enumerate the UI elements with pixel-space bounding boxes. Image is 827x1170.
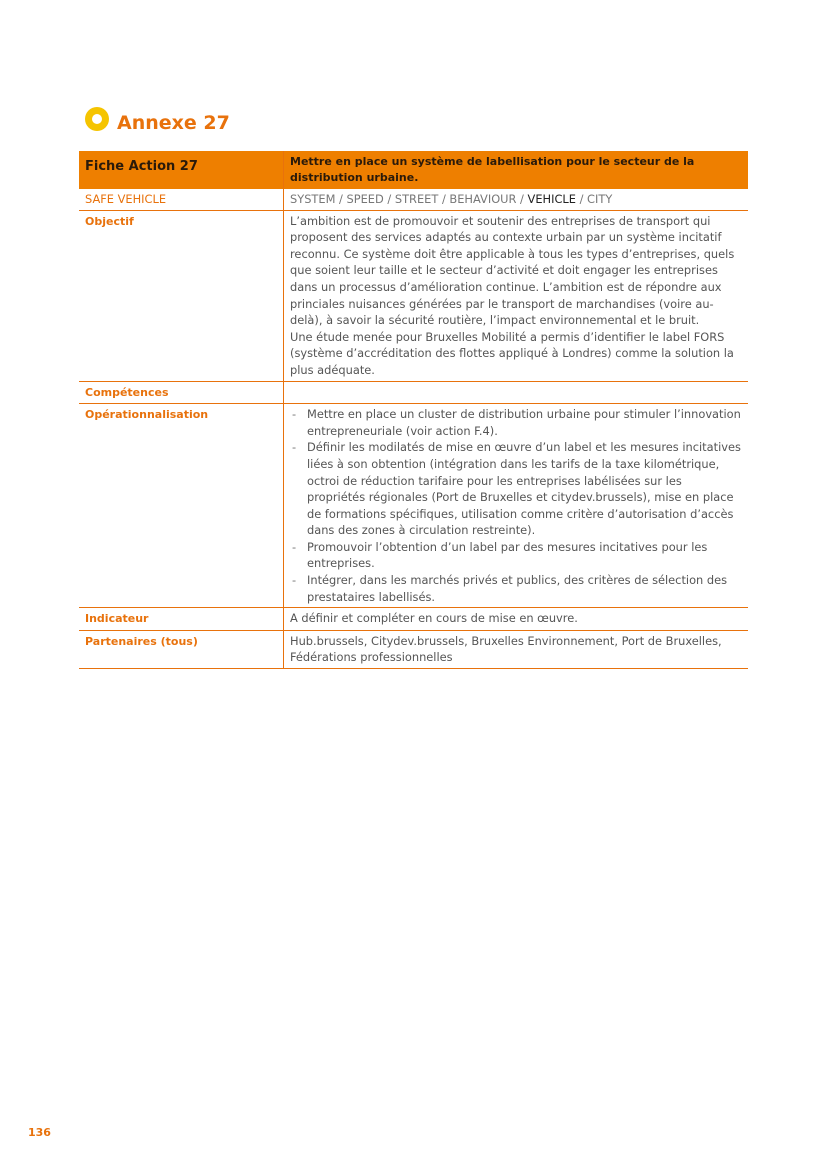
theme-separator: / (575, 192, 588, 206)
theme-behaviour: BEHAVIOUR (449, 192, 517, 206)
objectif-paragraph: Une étude menée pour Bruxelles Mobilité a permis d’identifier le label FORS (système d’accréditation des flottes appliqué à Londres) comme la solution la plus adéquate. (290, 329, 734, 377)
operationnalisation-label: Opérationnalisation (85, 408, 209, 422)
objectif-text (284, 210, 749, 381)
theme-system: SYSTEM (290, 192, 336, 206)
theme-separator: / (335, 192, 347, 206)
objectif-row (79, 210, 748, 381)
sheet-title: Fiche Action 27 (79, 151, 284, 189)
operationnalisation-row (79, 404, 748, 608)
theme-separator: / (516, 192, 528, 206)
objectif-label: Objectif (85, 214, 134, 228)
partenaires-value: Hub.brussels, Citydev.brussels, Bruxelles Environnement, Port de Bruxelles, Fédérations professionnelles (284, 630, 749, 668)
theme-separator: / (383, 192, 395, 206)
competences-row (79, 381, 748, 404)
list-item: - Définir les modilatés de mise en œuvre d’un label et les mesures incitatives liées à son obtention (intégration dans les tarifs de la taxe kilométrique, octroi de réduction tarifaire pour les entreprises labélisées sur les propriétés régionales (Port de Bruxelles et citydev.brussels), mise en place de formations spécifiques, utilisation comme critère d’autorisation d’accès dans des zones à circulation restreinte). (290, 439, 742, 539)
sheet-description: Mettre en place un système de labellisation pour le secteur de la distribution urbaine. (284, 151, 749, 189)
theme-list (284, 189, 749, 210)
list-item: - Intégrer, dans les marchés privés et publics, des critères de sélection des prestataires labellisés. (290, 572, 742, 605)
theme-city: CITY (587, 192, 613, 206)
indicateur-value: A définir et compléter en cours de mise en œuvre. (284, 608, 749, 631)
annex-title: Annexe 27 (117, 112, 230, 134)
list-item: - Promouvoir l’obtention d’un label par des mesures incitatives pour les entreprises. (290, 539, 742, 572)
indicateur-row (79, 608, 748, 631)
category-label: SAFE VEHICLE (85, 192, 167, 206)
theme-vehicle-active: VEHICLE (527, 192, 576, 206)
operationnalisation-list (290, 406, 742, 605)
table-header-row (79, 151, 748, 189)
theme-separator: / (438, 192, 450, 206)
partenaires-label: Partenaires (tous) (85, 634, 198, 648)
action-sheet-table (79, 151, 748, 669)
theme-speed: SPEED (346, 192, 384, 206)
objectif-paragraph: L’ambition est de promouvoir et soutenir des entreprises de transport qui proposent des services adaptés au contexte urbain par un système incitatif reconnu. Ce système doit être applicable à tous les types d’entreprises, quels que soient leur taille et le secteur d’activité et doit engager les entreprises dans un processus d’amélioration continue. L’ambition est de répondre aux princiales nuisances générées par le transport de marchandises (voire au-delà), à savoir la sécurité routière, l’impact environnemental et le bruit. (290, 213, 735, 328)
page-number: 136 (28, 1126, 51, 1139)
category-row (79, 189, 748, 210)
annex-heading (85, 104, 230, 134)
circle-bullet-icon (85, 107, 109, 131)
competences-label: Compétences (85, 385, 169, 399)
partenaires-row (79, 630, 748, 668)
competences-value (284, 381, 749, 404)
theme-street: STREET (394, 192, 439, 206)
list-item: - Mettre en place un cluster de distribution urbaine pour stimuler l’innovation entrepreneuriale (voir action F.4). (290, 406, 742, 439)
operationnalisation-list-cell (284, 404, 749, 608)
indicateur-label: Indicateur (85, 612, 149, 626)
